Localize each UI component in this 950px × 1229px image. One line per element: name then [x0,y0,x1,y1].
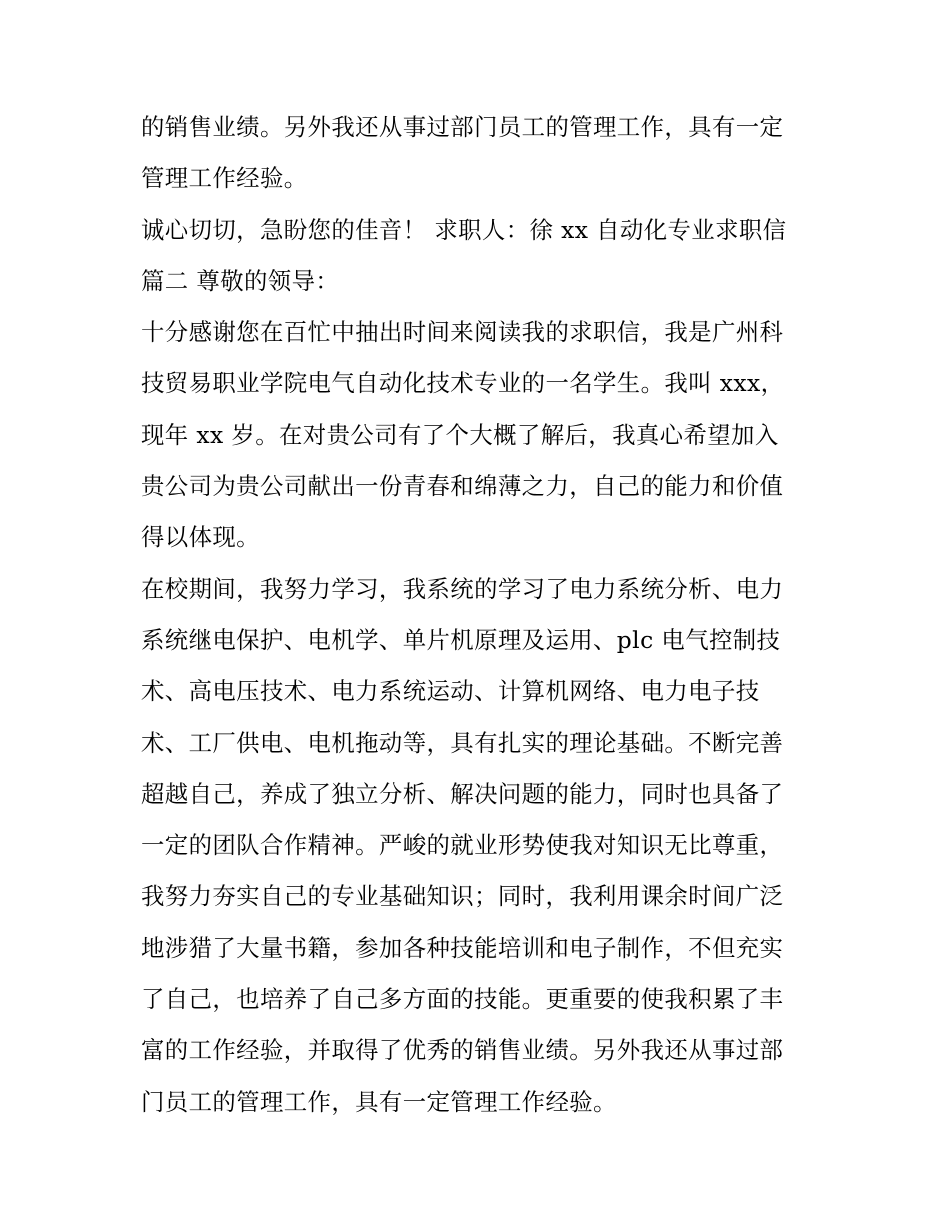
text-line-16: 我努力夯实自己的专业基础知识；同时，我利用课余时间广泛 [141,882,784,911]
text-line-17: 地涉猎了大量书籍，参加各种技能培训和电子制作，不但充实 [141,933,784,962]
text-line-6: 技贸易职业学院电气自动化技术专业的一名学生。我叫 xxx， [141,369,785,398]
text-line-13: 术、工厂供电、电机拖动等，具有扎实的理论基础。不断完善 [141,728,784,757]
text-line-10: 在校期间，我努力学习，我系统的学习了电力系统分析、电力 [141,574,784,603]
text-line-5: 十分感谢您在百忙中抽出时间来阅读我的求职信，我是广州科 [141,318,784,347]
document-body [141,102,816,1128]
text-line-14: 超越自己，养成了独立分析、解决问题的能力，同时也具备了 [141,779,784,808]
text-line-20: 门员工的管理工作，具有一定管理工作经验。 [141,1087,617,1116]
text-line-15: 一定的团队合作精神。严峻的就业形势使我对知识无比尊重， [141,831,784,860]
text-line-12: 术、高电压技术、电力系统运动、计算机网络、电力电子技 [141,677,760,706]
text-line-2: 管理工作经验。 [141,164,308,193]
text-line-8: 贵公司为贵公司献出一份青春和绵薄之力，自己的能力和价值 [141,472,784,501]
text-line-1: 的销售业绩。另外我还从事过部门员工的管理工作，具有一定 [141,113,784,141]
text-line-4: 篇二 尊敬的领导： [141,266,340,295]
text-line-3: 诚心切切，急盼您的佳音！ 求职人：徐 xx 自动化专业求职信 [141,215,787,244]
text-line-11: 系统继电保护、电机学、单片机原理及运用、plc 电气控制技 [141,625,781,654]
text-line-7: 现年 xx 岁。在对贵公司有了个大概了解后，我真心希望加入 [141,420,779,449]
text-line-19: 富的工作经验，并取得了优秀的销售业绩。另外我还从事过部 [141,1036,784,1065]
text-line-18: 了自己，也培养了自己多方面的技能。更重要的使我积累了丰 [141,985,784,1014]
text-line-9: 得以体现。 [141,523,260,552]
